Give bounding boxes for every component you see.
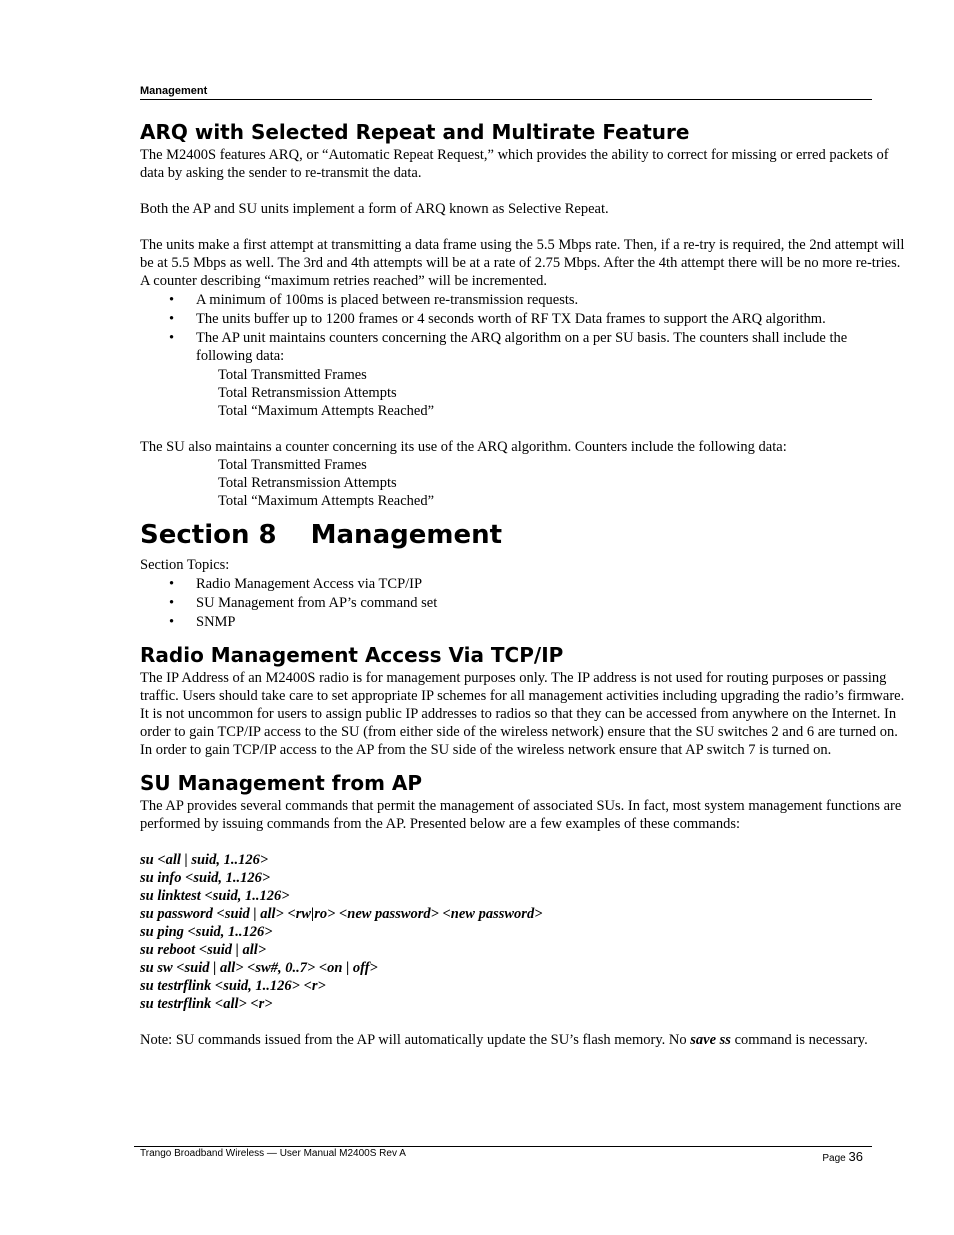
su-counter: Total Transmitted Frames	[218, 457, 367, 473]
command-line: su password <suid | all> <rw|ro> <new password> <new password>	[140, 906, 543, 922]
list-item-text: A minimum of 100ms is placed between re-transmission requests.	[196, 292, 579, 308]
command-line: su ping <suid, 1..126>	[140, 924, 273, 940]
spacer	[140, 1013, 906, 1031]
arq-bullet-list	[140, 291, 906, 365]
su-mgmt-para: The AP provides several commands that permit the management of associated SUs. In fact, most system management functions are performed by issuing commands from the AP. Presented below are a few examples of these commands:	[140, 798, 902, 832]
command-line: su linktest <suid, 1..126>	[140, 888, 290, 904]
list-item-text: The AP unit maintains counters concerning the ARQ algorithm on a per SU basis. The counters shall include the following data:	[196, 330, 848, 364]
footer-title: Trango Broadband Wireless — User Manual M2400S Rev A	[140, 1148, 406, 1159]
bullet-icon: •	[169, 311, 175, 327]
spacer	[140, 833, 906, 851]
list-item-text: The units buffer up to 1200 frames or 4 seconds worth of RF TX Data frames to support the ARQ algorithm.	[196, 311, 826, 327]
list-item-text: SNMP	[196, 614, 236, 630]
note-text: Note: SU commands issued from the AP will automatically update the SU’s flash memory. No	[140, 1032, 691, 1048]
list-item-text: Radio Management Access via TCP/IP	[196, 576, 423, 592]
su-mgmt-heading: SU Management from AP	[140, 771, 423, 795]
running-head: Management	[140, 85, 208, 97]
list-item	[140, 613, 906, 631]
su-counter-para: The SU also maintains a counter concerning its use of the ARQ algorithm. Counters include the following data:	[140, 439, 787, 455]
spacer	[140, 182, 906, 200]
ap-counter: Total Transmitted Frames	[218, 367, 367, 383]
ap-counter: Total “Maximum Attempts Reached”	[218, 403, 435, 419]
spacer	[140, 420, 906, 438]
list-item	[140, 291, 906, 309]
command-line: su info <suid, 1..126>	[140, 870, 271, 886]
command-line: su testrflink <suid, 1..126> <r>	[140, 978, 326, 994]
radio-mgmt-heading: Radio Management Access Via TCP/IP	[140, 643, 564, 667]
command-line: su testrflink <all> <r>	[140, 996, 273, 1012]
section-topics-label: Section Topics:	[140, 557, 230, 573]
bullet-icon: •	[169, 330, 175, 346]
command-line: su reboot <suid | all>	[140, 942, 267, 958]
arq-para-3: The units make a first attempt at transmitting a data frame using the 5.5 Mbps rate. Then, if a re-try is required, the 2nd attempt will be at 5.5 Mbps as well. The 3rd and 4th attempts will be at a rate of 2.75 Mbps. After the 4th attempt there will be no more re-tries. A counter describing “maximum retries reached” will be incremented.	[140, 237, 905, 289]
command-line: su <all | suid, 1..126>	[140, 852, 269, 868]
su-counter: Total “Maximum Attempts Reached”	[218, 493, 435, 509]
page-content	[140, 118, 906, 1049]
bullet-icon: •	[169, 595, 175, 611]
list-item	[140, 594, 906, 612]
command-line: su sw <suid | all> <sw#, 0..7> <on | off>	[140, 960, 378, 976]
footer-rule	[134, 1146, 872, 1147]
section-title: Management	[310, 520, 503, 550]
bullet-icon: •	[169, 614, 175, 630]
section-topics-list	[140, 575, 906, 631]
spacer	[140, 218, 906, 236]
section-number: Section 8	[140, 520, 277, 550]
list-item	[140, 329, 906, 365]
bullet-icon: •	[169, 576, 175, 592]
arq-para-1: The M2400S features ARQ, or “Automatic Repeat Request,” which provides the ability to correct for missing or erred packets of data by asking the sender to re-transmit the data.	[140, 147, 889, 181]
list-item	[140, 310, 906, 328]
bullet-icon: •	[169, 292, 175, 308]
note-para	[140, 1031, 906, 1049]
note-command: save ss	[690, 1032, 731, 1048]
arq-para-2: Both the AP and SU units implement a form of ARQ known as Selective Repeat.	[140, 201, 609, 217]
list-item	[140, 575, 906, 593]
page-label: Page	[822, 1153, 849, 1164]
radio-mgmt-para: The IP Address of an M2400S radio is for management purposes only. The IP address is not used for routing purposes or passing traffic. Users should take care to set appropriate IP schemes for all management activities including upgrading the radio’s firmware. It is not uncommon for users to assign public IP addresses to radios so that they can be accessed from anywhere on the Internet. In order to gain TCP/IP access to the SU (from either side of the wireless network) ensure that the SU switches 2 and 6 are turned on. In order to gain TCP/IP access to the AP from the SU side of the wireless network ensure that AP switch 7 is turned on.	[140, 670, 905, 758]
header-rule	[140, 99, 872, 100]
section-8-title	[140, 518, 906, 552]
su-counter: Total Retransmission Attempts	[218, 475, 397, 491]
arq-heading: ARQ with Selected Repeat and Multirate Feature	[140, 120, 690, 144]
note-text: command is necessary.	[730, 1032, 868, 1048]
page-number-value: 36	[848, 1149, 863, 1164]
ap-counter: Total Retransmission Attempts	[218, 385, 397, 401]
command-list	[140, 851, 906, 1013]
list-item-text: SU Management from AP’s command set	[196, 595, 438, 611]
page-number	[822, 1149, 863, 1164]
